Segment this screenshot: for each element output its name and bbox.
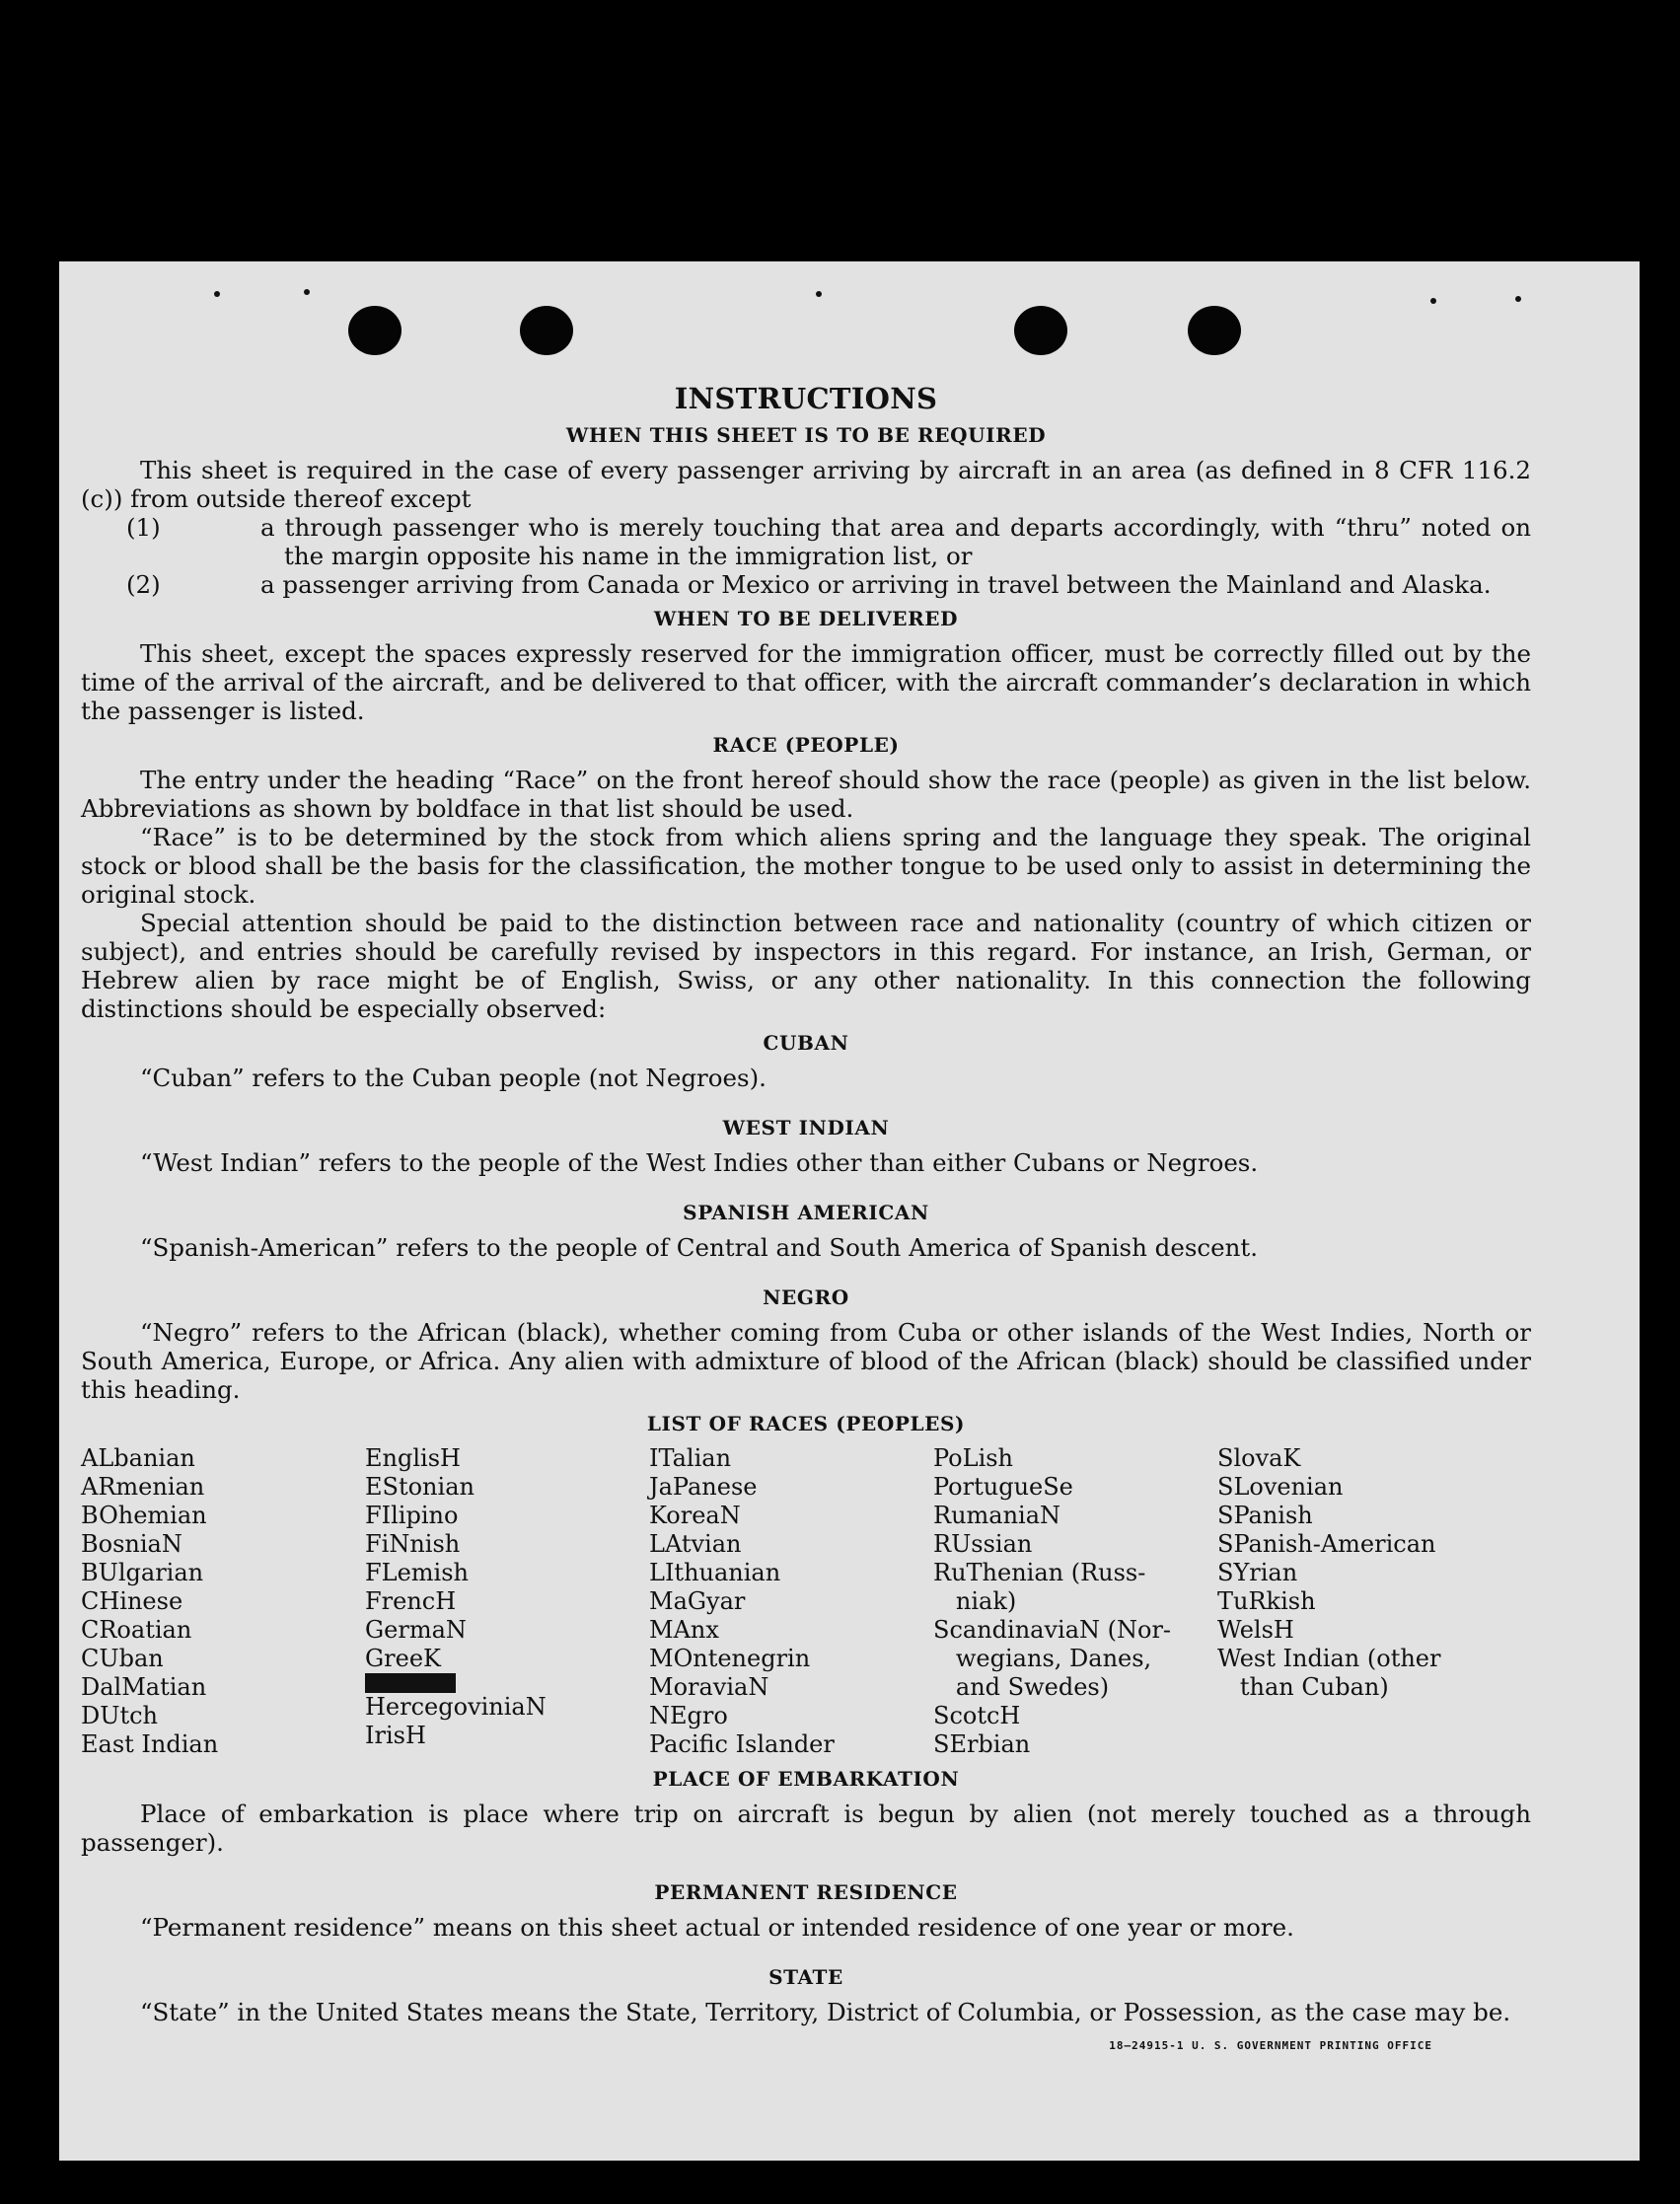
race-entry: LAtvian — [649, 1530, 742, 1558]
race-entry: and Swedes) — [933, 1673, 1110, 1701]
race-entry: RumaniaN — [933, 1502, 1061, 1529]
race-entry: SPanish — [1217, 1502, 1313, 1529]
section-heading: NEGRO — [763, 1286, 849, 1309]
punch-hole — [1188, 306, 1241, 355]
paragraph: “Permanent residence” means on this sheet actual or intended residence of one year or more. — [140, 1913, 1294, 1942]
paragraph: “West Indian” refers to the people of the West Indies other than either Cubans or Negroes. — [140, 1148, 1259, 1177]
page-title: INSTRUCTIONS — [674, 382, 938, 415]
race-entry: PortugueSe — [933, 1473, 1073, 1501]
race-entry: HercegoviniaN — [365, 1693, 547, 1721]
section-heading: SPANISH AMERICAN — [683, 1201, 929, 1224]
race-entry: MoraviaN — [649, 1673, 769, 1701]
paragraph: “Spanish-American” refers to the people of Central and South America of Spanish descent. — [140, 1233, 1259, 1262]
race-entry: MaGyar — [649, 1587, 746, 1615]
list-item — [126, 513, 1531, 570]
punch-hole — [348, 306, 402, 355]
race-entry: KoreaN — [649, 1502, 741, 1529]
list-item — [126, 570, 1531, 599]
race-entry: FIlipino — [365, 1502, 459, 1529]
race-entry: FLemish — [365, 1559, 469, 1586]
race-entry: Pacific Islander — [649, 1730, 835, 1758]
race-entry: ScandinaviaN (Nor- — [933, 1616, 1172, 1644]
paper-sheet — [59, 261, 1640, 2161]
race-entry: EStonian — [365, 1473, 475, 1501]
race-entry: niak) — [933, 1587, 1017, 1615]
section-heading: WEST INDIAN — [722, 1116, 890, 1139]
race-entry: wegians, Danes, — [933, 1645, 1152, 1672]
race-entry: EnglisH — [365, 1444, 461, 1472]
race-entry: PoLish — [933, 1444, 1014, 1472]
race-entry: JaPanese — [649, 1473, 758, 1501]
section-heading: RACE (PEOPLE) — [712, 733, 900, 757]
paragraph: The entry under the heading “Race” on the front hereof should show the race (people) as given in the list below. Abbreviations as shown by boldface in that list should be used. — [81, 766, 1531, 823]
section-heading: CUBAN — [763, 1031, 849, 1055]
race-entry: GreeK — [365, 1645, 441, 1672]
race-entry: CRoatian — [81, 1616, 192, 1644]
section-heading: PERMANENT RESIDENCE — [654, 1880, 958, 1904]
item-text: a through passenger who is merely touching that area and departs accordingly, with “thru” noted on the margin opposite his name in the immigration list, or — [260, 513, 1531, 570]
race-entry: BUlgarian — [81, 1559, 204, 1586]
race-column — [649, 1444, 933, 1759]
race-entry: than Cuban) — [1217, 1673, 1389, 1701]
race-entry: DalMatian — [81, 1673, 207, 1701]
paragraph: “Negro” refers to the African (black), whether coming from Cuba or other islands of the West Indies, North or South America, Europe, or Africa. Any alien with admixture of blood of the African (black) should be classified under this heading. — [81, 1318, 1531, 1404]
race-entry: RuThenian (Russ- — [933, 1559, 1146, 1586]
speck — [816, 291, 822, 297]
race-entry: ALbanian — [81, 1444, 195, 1472]
race-entry: SErbian — [933, 1730, 1031, 1758]
race-entry: CUban — [81, 1645, 164, 1672]
paragraph: Place of embarkation is place where trip on aircraft is begun by alien (not merely touched as a through passenger). — [81, 1800, 1531, 1857]
race-entry: MAnx — [649, 1616, 719, 1644]
item-text: a passenger arriving from Canada or Mexico or arriving in travel between the Mainland and Alaska. — [260, 570, 1492, 599]
print-code: 18—24915-1 U. S. GOVERNMENT PRINTING OFFICE — [1109, 2039, 1432, 2052]
section-heading: STATE — [768, 1965, 843, 1989]
race-entry: GermaN — [365, 1616, 467, 1644]
race-entry: FiNnish — [365, 1530, 461, 1558]
race-entry: IrisH — [365, 1722, 426, 1749]
section-heading: LIST OF RACES (PEOPLES) — [646, 1412, 966, 1435]
race-entry: SlovaK — [1217, 1444, 1301, 1472]
race-entry: WelsH — [1217, 1616, 1294, 1644]
item-number: (1) — [126, 513, 161, 542]
race-entry: NEgro — [649, 1702, 728, 1729]
race-entry: ScotcH — [933, 1702, 1021, 1729]
race-entry: MOntenegrin — [649, 1645, 811, 1672]
race-entry: RUssian — [933, 1530, 1033, 1558]
race-entry: ARmenian — [81, 1473, 205, 1501]
paragraph: “Cuban” refers to the Cuban people (not Negroes). — [140, 1064, 767, 1092]
race-entry: East Indian — [81, 1730, 219, 1758]
section-heading: WHEN TO BE DELIVERED — [653, 607, 959, 630]
race-list — [81, 1444, 1531, 1759]
speck — [1430, 298, 1436, 304]
race-column — [365, 1444, 649, 1759]
paragraph: “State” in the United States means the State, Territory, District of Columbia, or Possession, as the case may be. — [140, 1998, 1511, 2026]
section-heading: WHEN THIS SHEET IS TO BE REQUIRED — [565, 423, 1047, 447]
punch-hole — [1014, 306, 1067, 355]
paragraph: Special attention should be paid to the distinction between race and nationality (country of which citizen or subject), and entries should be carefully revised by inspectors in this regard. For instance, an Irish, German, or Hebrew alien by race might be of English, Swiss, or any other nationality. In this connection the following distinctions should be especially observed: — [81, 909, 1531, 1023]
race-entry: SLovenian — [1217, 1473, 1344, 1501]
race-entry: West Indian (other — [1217, 1645, 1441, 1672]
paragraph: This sheet is required in the case of every passenger arriving by aircraft in an area (as defined in 8 CFR 116.2 (c)) from outside thereof except — [81, 456, 1531, 513]
race-entry: CHinese — [81, 1587, 183, 1615]
speck — [304, 289, 310, 295]
paragraph: “Race” is to be determined by the stock from which aliens spring and the language they speak. The original stock or blood shall be the basis for the classification, the mother tongue to be used only to assist in determining the original stock. — [81, 823, 1531, 909]
instructions-body — [81, 382, 1531, 2026]
race-column — [1217, 1444, 1501, 1759]
race-column — [933, 1444, 1217, 1759]
paragraph: This sheet, except the spaces expressly reserved for the immigration officer, must be correctly filled out by the time of the arrival of the aircraft, and be delivered to that officer, with the aircraft commander’s declaration in which the passenger is listed. — [81, 639, 1531, 725]
race-column — [81, 1444, 365, 1759]
speck — [214, 291, 220, 297]
item-number: (2) — [126, 570, 161, 599]
punch-hole — [520, 306, 573, 355]
race-entry: LIthuanian — [649, 1559, 781, 1586]
section-heading: PLACE OF EMBARKATION — [652, 1767, 960, 1791]
race-entry: SYrian — [1217, 1559, 1298, 1586]
redaction-mark — [365, 1673, 456, 1693]
race-entry: DUtch — [81, 1702, 159, 1729]
race-entry: FrencH — [365, 1587, 457, 1615]
race-entry: ITalian — [649, 1444, 732, 1472]
race-entry: SPanish-American — [1217, 1530, 1436, 1558]
race-entry: BOhemian — [81, 1502, 207, 1529]
race-entry: TuRkish — [1217, 1587, 1316, 1615]
redacted-entry — [365, 1673, 649, 1693]
race-entry: BosniaN — [81, 1530, 183, 1558]
speck — [1515, 296, 1521, 302]
